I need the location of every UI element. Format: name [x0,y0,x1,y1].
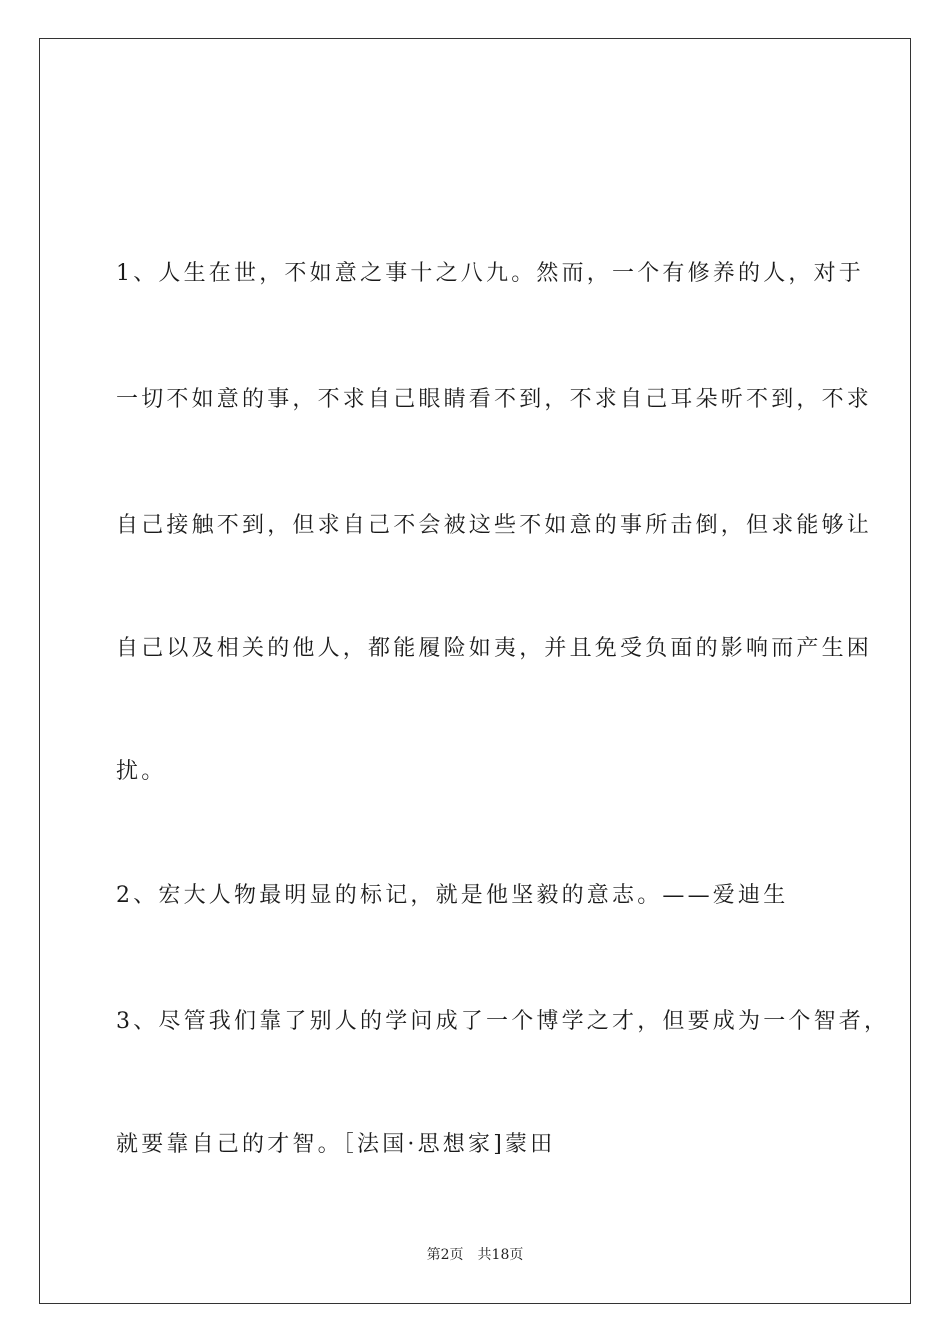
page-border [39,38,911,1304]
paragraph-1-line-2: 一切不如意的事，不求自己眼睛看不到，不求自己耳朵听不到，不求 [116,387,873,412]
page-number: 第2页 [426,1247,464,1263]
paragraph-2-line-1: 2、宏大人物最明显的标记，就是他坚毅的意志。——爱迪生 [116,883,789,908]
page-footer [0,1245,950,1265]
paragraph-1-line-1: 1、人生在世，不如意之事十之八九。然而，一个有修养的人，对于 [116,261,864,286]
paragraph-1-line-3: 自己接触不到，但求自己不会被这些不如意的事所击倒，但求能够让 [116,513,873,538]
paragraph-1-line-4: 自己以及相关的他人，都能履险如夷，并且免受负面的影响而产生困 [116,636,873,661]
page-total: 共18页 [477,1247,524,1263]
paragraph-3-line-1: 3、尽管我们靠了别人的学问成了一个博学之才，但要成为一个智者， [116,1009,890,1034]
paragraph-3-line-2: 就要靠自己的才智。［法国·思想家]蒙田 [116,1132,556,1157]
paragraph-1-line-5: 扰。 [116,759,167,784]
